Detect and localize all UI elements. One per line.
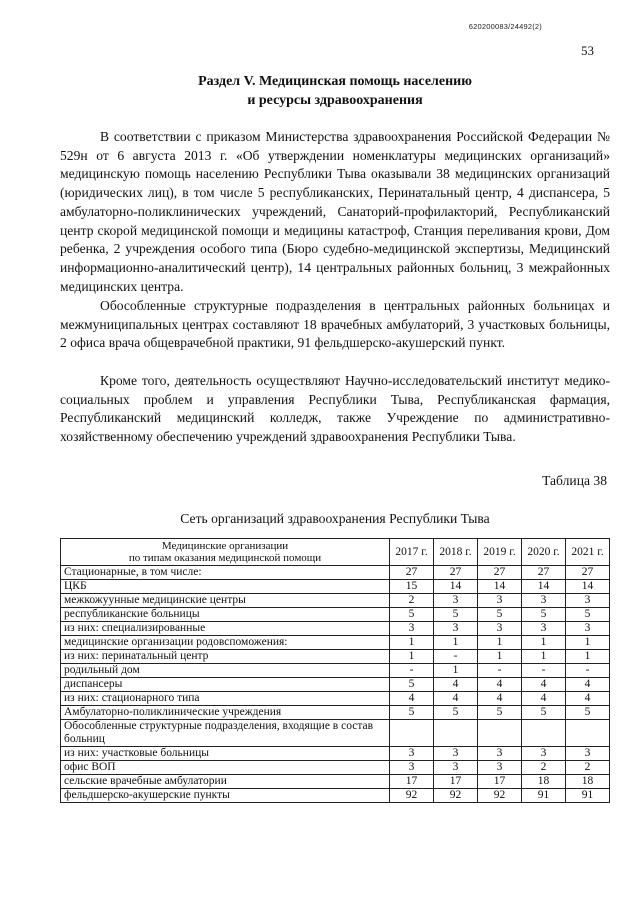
cell-value: 92 [434,789,478,803]
row-name: республиканские больницы [61,608,390,622]
table-body [61,566,610,803]
section-title [60,72,610,110]
cell-value: 3 [434,594,478,608]
header-line-2: по типам оказания медицинской помощи [128,552,322,564]
cell-value: 3 [522,594,566,608]
cell-value: - [566,664,610,678]
table-row [61,678,610,692]
cell-value: 3 [390,761,434,775]
header-line-1: Медицинские организации [161,540,289,552]
header-organizations [61,539,390,566]
table-row [61,566,610,580]
cell-value: 5 [522,706,566,720]
cell-value: 27 [478,566,522,580]
cell-value: 5 [478,706,522,720]
table-row [61,622,610,636]
cell-value: 5 [478,608,522,622]
cell-value: 5 [522,608,566,622]
table-header-row [61,539,610,566]
cell-value: 1 [522,650,566,664]
cell-value: 18 [566,775,610,789]
row-name: медицинские организации родовспоможения: [61,636,390,650]
cell-value: 1 [566,636,610,650]
cell-value: 4 [390,692,434,706]
table-row [61,761,610,775]
cell-value: 5 [390,706,434,720]
cell-value: 3 [522,747,566,761]
cell-value: 2 [522,761,566,775]
cell-value: 4 [478,678,522,692]
cell-value: - [478,664,522,678]
cell-value: 17 [478,775,522,789]
cell-value: 4 [434,678,478,692]
table-title: Сеть организаций здравоохранения Республики Тыва [180,511,490,526]
cell-value: 3 [478,594,522,608]
organizations-table [60,538,610,803]
cell-value [434,720,478,747]
cell-value: 4 [434,692,478,706]
cell-value: - [522,664,566,678]
row-name: Стационарные, в том числе: [61,566,390,580]
cell-value: 4 [566,692,610,706]
cell-value [522,720,566,747]
cell-value: - [434,650,478,664]
header-year-2019: 2019 г. [478,539,522,566]
paragraph-1: В соответствии с приказом Министерства здравоохранения Российской Федерации № 529н от 6 августа 2013 г. «Об утверждении номенклатуры медицинских организаций» медицинскую помощь населению Республики Тыва оказывали 38 медицинских организаций (юридических лиц), в том числе 5 республиканских, Перинатальный центр, 4 диспансера, 5 амбулаторно-поликлинических учреждений, Санаторий-профилакторий, Республиканский центр скорой медицинской помощи и медицины катастроф, Станция переливания крови, Дом ребенка, 2 учреждения особого типа (Бюро судебно-медицинской экспертизы, Медицинский информационно-аналитический центр), 14 центральных районных больниц, 3 межрайонных медицинских центра. [60,129,610,294]
cell-value: 3 [390,747,434,761]
paragraph-2: Обособленные структурные подразделения в центральных районных больницах и межмуниципальных центрах составляют 18 врачебных амбулаторий, 3 участковых больницы, 2 офиса врача общеврачебной практики, 91 фельдшерско-акушерский пункт. [60,298,610,351]
cell-value: 3 [434,761,478,775]
cell-value: 91 [522,789,566,803]
cell-value: 92 [390,789,434,803]
cell-value: 5 [434,706,478,720]
cell-value: 1 [390,636,434,650]
cell-value: 27 [566,566,610,580]
cell-value: 4 [566,678,610,692]
cell-value: 3 [478,747,522,761]
cell-value: 3 [566,594,610,608]
row-name: офис ВОП [61,761,390,775]
row-name: Амбулаторно-поликлинические учреждения [61,706,390,720]
table-row [61,580,610,594]
cell-value: 2 [566,761,610,775]
cell-value: 1 [390,650,434,664]
table-row [61,775,610,789]
cell-value: 5 [390,608,434,622]
cell-value: 17 [434,775,478,789]
table-row [61,720,610,747]
cell-value: 27 [390,566,434,580]
cell-value: 15 [390,580,434,594]
cell-value: 14 [478,580,522,594]
row-name: родильный дом [61,664,390,678]
cell-value: 1 [522,636,566,650]
table-row [61,706,610,720]
cell-value: 2 [390,594,434,608]
table-row [61,594,610,608]
table-row [61,664,610,678]
row-name: из них: стационарного типа [61,692,390,706]
table-row [61,789,610,803]
cell-value: - [390,664,434,678]
cell-value: 1 [478,636,522,650]
table-row [61,650,610,664]
cell-value: 3 [522,622,566,636]
row-name: из них: участковые больницы [61,747,390,761]
cell-value: 1 [434,636,478,650]
cell-value: 3 [434,747,478,761]
cell-value: 3 [478,761,522,775]
cell-value: 18 [522,775,566,789]
cell-value: 14 [434,580,478,594]
row-name: межкожуунные медицинские центры [61,594,390,608]
row-name: Обособленные структурные подразделения, входящие в состав больниц [61,720,390,747]
cell-value: 4 [522,692,566,706]
cell-value: 1 [478,650,522,664]
table-label: Таблица 38 [542,473,607,488]
table-row [61,747,610,761]
cell-value: 1 [566,650,610,664]
cell-value: 14 [566,580,610,594]
cell-value: 5 [434,608,478,622]
cell-value: 3 [566,622,610,636]
cell-value: 3 [390,622,434,636]
row-name: диспансеры [61,678,390,692]
row-name: ЦКБ [61,580,390,594]
row-name: из них: специализированные [61,622,390,636]
page-number: 53 [581,43,594,58]
cell-value: 92 [478,789,522,803]
cell-value: 4 [522,678,566,692]
cell-value: 1 [434,664,478,678]
table-row [61,608,610,622]
cell-value [390,720,434,747]
cell-value: 3 [478,622,522,636]
cell-value: 3 [566,747,610,761]
section-title-line-1: Раздел V. Медицинская помощь населению [198,74,472,89]
table-row [61,636,610,650]
cell-value: 4 [478,692,522,706]
cell-value: 5 [566,608,610,622]
cell-value: 5 [390,678,434,692]
header-year-2018: 2018 г. [434,539,478,566]
header-year-2021: 2021 г. [566,539,610,566]
cell-value [478,720,522,747]
cell-value: 27 [522,566,566,580]
row-name: фельдшерско-акушерские пункты [61,789,390,803]
cell-value: 3 [434,622,478,636]
document-id: 620200083/24492(2) [468,22,542,31]
cell-value: 27 [434,566,478,580]
cell-value: 17 [390,775,434,789]
row-name: из них: перинатальный центр [61,650,390,664]
cell-value: 5 [566,706,610,720]
paragraph-3: Кроме того, деятельность осуществляют Научно-исследовательский институт медико-социальных проблем и управления Республики Тыва, Республиканская фармация, Республиканский медицинский колледж, также Учреждение по административно-хозяйственному обеспечению учреждений здравоохранения Республики Тыва. [60,373,610,445]
cell-value: 91 [566,789,610,803]
table-row [61,692,610,706]
header-year-2020: 2020 г. [522,539,566,566]
cell-value: 14 [522,580,566,594]
cell-value [566,720,610,747]
row-name: сельские врачебные амбулатории [61,775,390,789]
section-title-line-2: и ресурсы здравоохранения [247,93,423,108]
header-year-2017: 2017 г. [390,539,434,566]
